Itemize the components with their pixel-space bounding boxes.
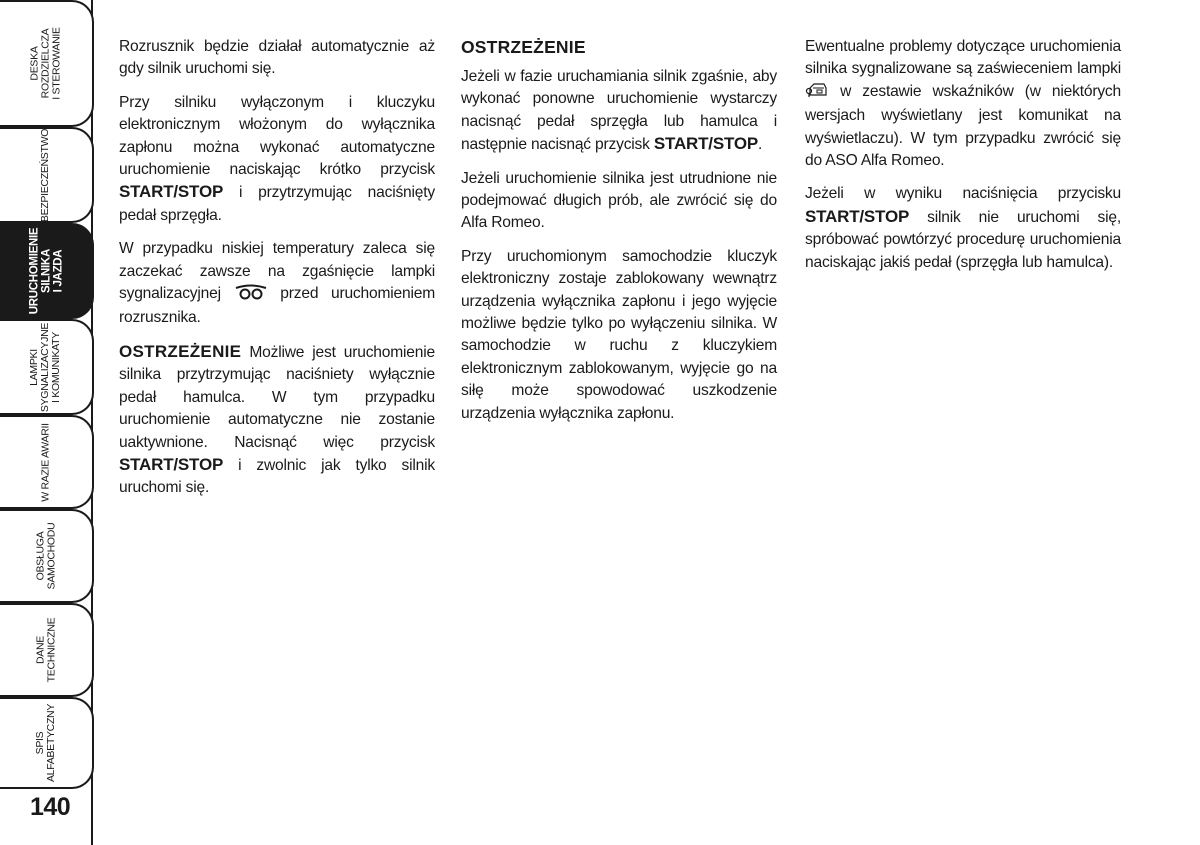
tab-label: OBSŁUGA SAMOCHODU [33, 522, 57, 590]
text-column-2 [461, 36, 777, 436]
paragraph-text: Rozrusznik będzie działał automatycznie aż gdy silnik uruchomi się. [119, 38, 435, 78]
text-column-1 [119, 36, 435, 511]
paragraph-text: Ewentualne problemy dotyczące uruchomienia silnika sygnalizowane są zaświeceniem lampki [805, 38, 1121, 78]
tab-label: LAMPKI SYGNALIZACYJNE I KOMUNIKATY [28, 322, 63, 412]
paragraph-text: Przy silniku wyłączonym i kluczyku elektronicznym włożonym do wyłącznika zapłonu można wykonać automatyczne uruchomienie naciskając krótko przycisk [119, 93, 435, 179]
paragraph-text: . [758, 136, 763, 154]
paragraph [461, 66, 777, 157]
tab-safety[interactable] [0, 127, 94, 223]
tab-engine-start-driving[interactable] [0, 223, 94, 319]
paragraph-text: Jeżeli uruchomienie silnika jest utrudnione nie podejmować długich prób, ale zwrócić się do Alfa Romeo. [461, 169, 777, 232]
start-stop-button-name: START/STOP [119, 182, 224, 202]
paragraph [119, 92, 435, 227]
glow-plug-warning-icon [234, 284, 268, 307]
tab-emergency[interactable] [0, 415, 94, 509]
paragraph-text: Możliwe jest uruchomienie silnika przytrzymując naciśniety wyłącznie pedał hamulca. W tym przypadku uruchomienie automatyczne nie zostanie uaktywnione. Nacisnąć więc przycisk [119, 343, 435, 451]
start-stop-button-name: START/STOP [805, 206, 910, 226]
paragraph [805, 36, 1121, 172]
paragraph-text: Przy uruchomionym samochodzie kluczyk elektroniczny zostaje zablokowany wewnątrz urządzenia wyłącznika zapłonu i jego wyjęcie możliwe będzie tylko po wyłączeniu silnika. W samochodzie w ruchu z kluczykiem elektronicznym zablokowanym, wyjęcie go na siłę może spowodować uszkodzenie urządzenia wyłącznika zapłonu. [461, 247, 777, 422]
car-key-immobilizer-icon [805, 82, 829, 105]
start-stop-button-name: START/STOP [653, 134, 758, 154]
paragraph-text: Jeżeli w fazie uruchamiania silnik zgaśnie, aby wykonać ponowne uruchomienie wystarczy nacisnąć pedał sprzęgła lub hamulca i następnie nacisnąć przycisk [461, 68, 777, 154]
paragraph-text: Jeżeli w wyniku naciśnięcia przycisku [805, 185, 1121, 203]
paragraph-text: w zestawie wskaźników (w niektórych wersjach wyświetlany jest komunikat na wyświetlaczu). W tym przypadku zwrócić się do ASO Alfa Romeo. [805, 82, 1121, 170]
warning-paragraph [119, 341, 435, 500]
paragraph [805, 183, 1121, 274]
chapter-tabs [0, 0, 110, 845]
tab-label: DESKA ROZDZIELCZA I STEROWANIE [28, 27, 63, 100]
tab-label: BEZPIECZEŃSTWO [39, 128, 52, 222]
warning-label: OSTRZEŻENIE [119, 341, 242, 361]
tab-label: DANE TECHNICZNE [33, 617, 57, 683]
paragraph-text: i przytrzymując naciśnięty pedał sprzęgła. [119, 184, 435, 224]
tab-label: URUCHOMIENIE SILNIKA I JAZDA [28, 227, 64, 315]
tab-label: W RAZIE AWARII [39, 422, 52, 502]
tab-warning-lights-messages[interactable] [0, 319, 94, 415]
warning-heading: OSTRZEŻENIE [461, 37, 586, 57]
paragraph [119, 36, 435, 81]
paragraph-text: i zwolnic jak tylko silnik uruchomi się. [119, 456, 435, 497]
start-stop-button-name: START/STOP [119, 454, 224, 474]
text-column-3 [805, 36, 1121, 285]
tab-label: SPIS ALFABETYCZNY [34, 703, 57, 783]
paragraph [461, 246, 777, 425]
paragraph-text: W przypadku niskiej temperatury zaleca się zaczekać zawsze na zgaśnięcie lampki sygnalizacyjnej [119, 240, 435, 303]
tab-alphabetical-index[interactable] [0, 697, 94, 789]
paragraph [119, 238, 435, 330]
tab-car-maintenance[interactable] [0, 509, 94, 603]
paragraph [461, 168, 777, 235]
tab-technical-data[interactable] [0, 603, 94, 697]
page-number: 140 [30, 793, 71, 821]
tab-dashboard-controls[interactable] [0, 0, 94, 127]
paragraph-text: silnik nie uruchomi się, spróbować powtórzyć procedurę uruchomienia naciskając jakiś pedał (sprzęgła lub hamulca). [805, 208, 1121, 271]
paragraph-text: przed uruchomieniem rozrusznika. [119, 285, 435, 327]
